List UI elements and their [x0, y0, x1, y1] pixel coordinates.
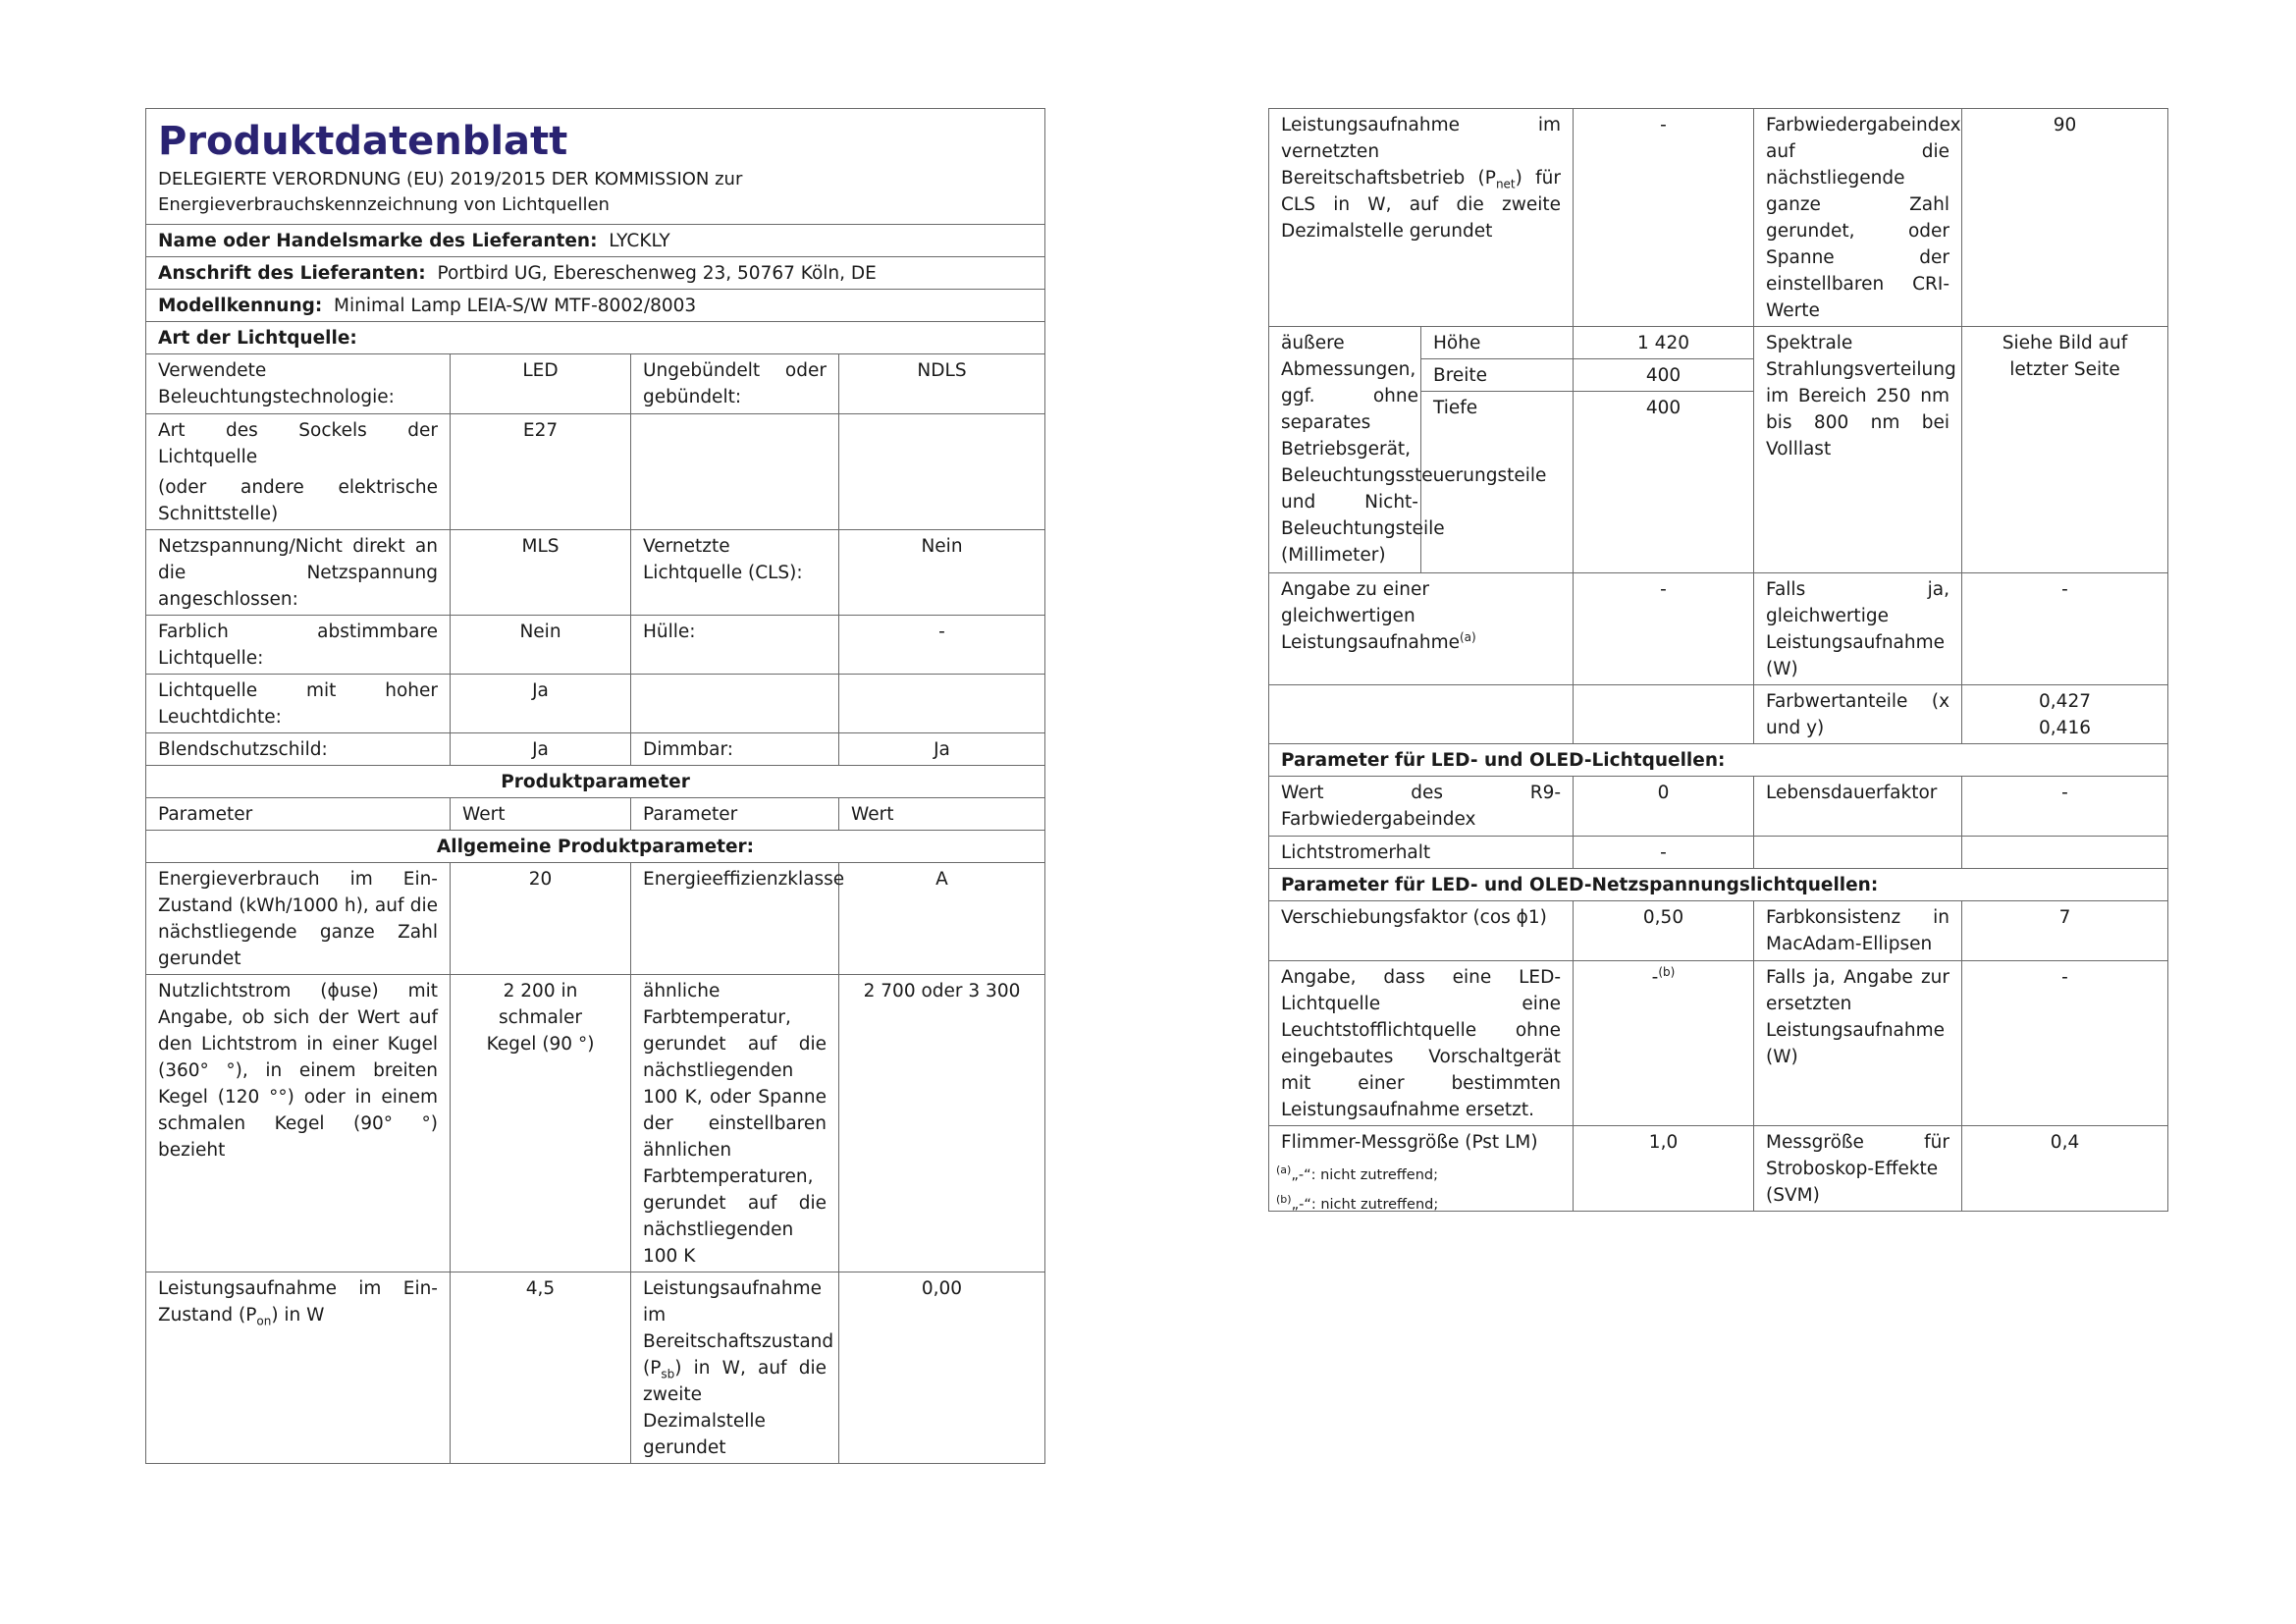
regulation-text: DELEGIERTE VERORDNUNG (EU) 2019/2015 DER KOMMISSION zur Energieverbrauchskennzeichnung von Lichtquellen — [158, 169, 743, 215]
supplier-address-row: Anschrift des Lieferanten: Portbird UG, Ebereschenweg 23, 50767 Köln, DE — [146, 257, 1045, 290]
column-header-row: Parameter Wert Parameter Wert — [146, 798, 1045, 831]
table-row: Flimmer-Messgröße (Pst LM) 1,0 Messgröße für Stroboskop-Effekte (SVM) 0,4 — [1269, 1126, 2168, 1212]
supplier-name: LYCKLY — [609, 231, 670, 251]
model-id: Minimal Lamp LEIA-S/W MTF-8002/8003 — [334, 296, 697, 316]
led-parameters-heading: Parameter für LED- und OLED-Lichtquellen: — [1269, 744, 2168, 777]
table-row: Breite 400 — [1269, 359, 2168, 392]
table-row: Leistungsaufnahme im Ein-Zustand $(P_{on})$ in W 4,5 Leistungsaufnahme im Bereitschaftszustand $(P_{sb})$ in W, auf die zweite Dezimalstelle gerundet 0,00 — [146, 1272, 1045, 1464]
dimensions-label: äußere Abmessungen, ggf. ohne separates Betriebsgerät, Beleuchtungssteuerungsteile und Nicht-Beleuchtungsteile (Millimeter) — [1269, 327, 1421, 573]
table-row: Tiefe 400 — [1269, 392, 2168, 573]
table-row: Blendschutzschild: Ja Dimmbar: Ja — [146, 733, 1045, 766]
table-row: Nutzlichtstrom (ɸuse) mit Angabe, ob sich der Wert auf den Lichtstrom in einer Kugel (360° °), in einem breiten Kegel (120 °°) oder in einem schmalen Kegel (90° °) bezieht 2 200 in schmaler Kegel (90 °) ähnliche Farbtemperatur, gerundet auf die nächstliegenden 100 K, oder Spanne der einstellbaren ähnlichen Farbtemperaturen, gerundet auf die nächstliegenden 100 K 2 700 oder 3 300 — [146, 975, 1045, 1272]
table-row: Farbwertanteile (x und y) 0,427 0,416 — [1269, 685, 2168, 744]
table-row: Netzspannung/Nicht direkt an die Netzspannung angeschlossen: MLS Vernetzte Lichtquelle (CLS): Nein — [146, 530, 1045, 616]
supplier-name-row: Name oder Handelsmarke des Lieferanten: LYCKLY — [146, 225, 1045, 257]
product-datasheet-table-left — [145, 108, 1045, 1464]
table-row: Lichtstromerhalt - — [1269, 837, 2168, 869]
table-row: Wert des R9-Farbwiedergabeindex 0 Lebensdauerfaktor - — [1269, 777, 2168, 837]
table-row: äußere Abmessungen, ggf. ohne separates Betriebsgerät, Beleuchtungssteuerungsteile und Nicht-Beleuchtungsteile (Millimeter) Höhe 1 420 Spektrale Strahlungsverteilung im Bereich 250 nm bis 800 nm bei Volllast Siehe Bild auf letzter Seite — [1269, 327, 2168, 359]
table-row: Angabe zu einer gleichwertigen Leistungsaufnahme$^{(a)}$ - Falls ja, gleichwertige Leistungsaufnahme (W) - — [1269, 573, 2168, 685]
model-row: Modellkennung: Minimal Lamp LEIA-S/W MTF-8002/8003 — [146, 290, 1045, 322]
table-row: Lichtquelle mit hoher Leuchtdichte: Ja — [146, 675, 1045, 733]
table-row: Leistungsaufnahme im vernetzten Bereitschaftsbetrieb $(P_{net})$ für CLS in W, auf die zweite Dezimalstelle gerundet - Farbwiedergabeindex auf die nächstliegende ganze Zahl gerundet, oder Spanne der einstellbaren CRI-Werte 90 — [1269, 109, 2168, 327]
product-parameters-heading: Produktparameter — [146, 766, 1045, 798]
mains-parameters-heading: Parameter für LED- und OLED-Netzspannungslichtquellen: — [1269, 869, 2168, 901]
page-title: Produktdatenblatt — [158, 119, 568, 164]
table-row: Angabe, dass eine LED-Lichtquelle eine Leuchtstofflichtquelle ohne eingebautes Vorschaltgerät mit einer bestimmten Leistungsaufnahme ersetzt. -$^{(b)}$ Falls ja, Angabe zur ersetzten Leistungsaufnahme (W) - — [1269, 961, 2168, 1126]
footnote-a: $^{(a)}$„-“: nicht zutreffend; — [1276, 1164, 1438, 1183]
light-source-type-heading: Art der Lichtquelle: — [146, 322, 1045, 354]
table-row: Verschiebungsfaktor (cos ɸ1) 0,50 Farbkonsistenz in MacAdam-Ellipsen 7 — [1269, 901, 2168, 961]
supplier-address: Portbird UG, Ebereschenweg 23, 50767 Köln, DE — [437, 263, 877, 284]
general-parameters-heading: Allgemeine Produktparameter: — [146, 831, 1045, 863]
table-row: Energieverbrauch im Ein-Zustand (kWh/1000 h), auf die nächstliegende ganze Zahl gerundet 20 Energieeffizienzklasse A — [146, 863, 1045, 975]
footnote-b: $^{(b)}$„-“: nicht zutreffend; — [1276, 1193, 1439, 1213]
table-row: Art des Sockels der Lichtquelle (oder andere elektrische Schnittstelle) E27 — [146, 414, 1045, 530]
product-datasheet-table-right — [1268, 108, 2168, 1212]
energy-class-value: A — [839, 863, 1045, 975]
table-row: Farblich abstimmbare Lichtquelle: Nein Hülle: - — [146, 616, 1045, 675]
table-row: Verwendete Beleuchtungstechnologie: LED Ungebündelt oder gebündelt: NDLS — [146, 354, 1045, 414]
